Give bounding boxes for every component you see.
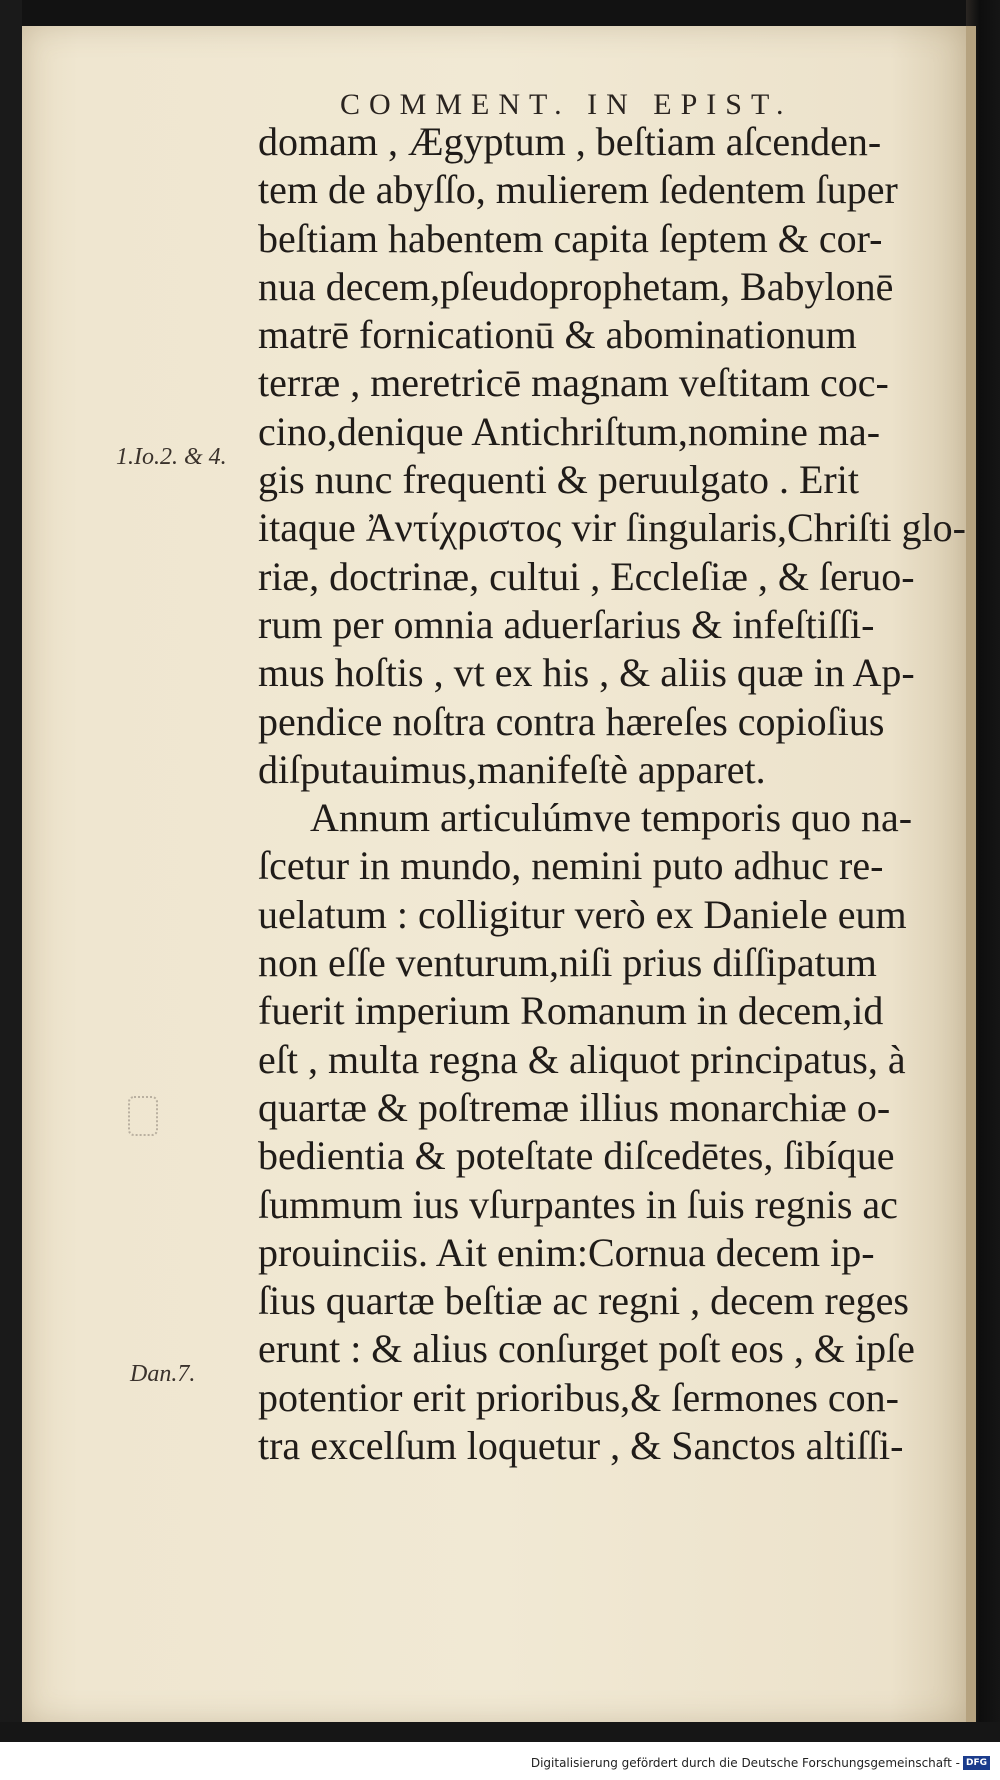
text-line: ſcetur in mundo, nemini puto adhuc re- bbox=[258, 843, 884, 889]
text-line: diſputauimus,manifeſtè apparet. bbox=[258, 746, 766, 792]
text-line: quartæ & poſtremæ illius monarchiæ o- bbox=[258, 1084, 891, 1130]
text-line: bedientia & poteſtate diſcedētes, ſibíque bbox=[258, 1133, 895, 1179]
ink-smudge-mark bbox=[128, 1096, 158, 1136]
body-text bbox=[258, 118, 966, 1470]
page-edge bbox=[966, 26, 976, 1722]
text-line: itaque Ἀντίχριστος vir ſingularis,Chriſti glo- bbox=[258, 505, 966, 551]
text-line: domam , Ægyptum , beſtiam aſcenden- bbox=[258, 119, 882, 164]
scan-border-left bbox=[0, 0, 22, 1742]
text-line: ſius quartæ beſtiæ ac regni , decem reges bbox=[258, 1278, 909, 1324]
text-line: gis nunc frequenti & peruulgato . Erit bbox=[258, 457, 859, 503]
text-line: cino,denique Antichriſtum,nomine ma- bbox=[258, 408, 881, 454]
text-line: matrē fornicationū & abominationum bbox=[258, 312, 857, 358]
margin-note-reference: Dan.7. bbox=[130, 1361, 196, 1387]
text-line: beſtiam habentem capita ſeptem & cor- bbox=[258, 215, 883, 261]
scan-border-top bbox=[0, 0, 1000, 26]
text-line: pendice noſtra contra hæreſes copioſius bbox=[258, 698, 885, 744]
text-line: riæ, doctrinæ, cultui , Eccleſiæ , & ſeruo- bbox=[258, 553, 915, 599]
text-line: erunt : & alius conſurget poſt eos , & ipſe bbox=[258, 1326, 915, 1372]
scan-border-bottom bbox=[0, 1722, 1000, 1742]
text-line: mus hoſtis , vt ex his , & aliis quæ in Ap- bbox=[258, 650, 915, 696]
margin-note-reference: 1.Io.2. & 4. bbox=[116, 444, 227, 470]
text-line: prouinciis. Ait enim:Cornua decem ip- bbox=[258, 1229, 875, 1275]
text-line: nua decem,pſeudoprophetam, Babylonē bbox=[258, 263, 894, 309]
text-line: rum per omnia aduerſarius & infeſtiſſi- bbox=[258, 601, 875, 647]
text-line: potentior erit prioribus,& ſermones con- bbox=[258, 1374, 899, 1420]
digitization-credit: Digitalisierung gefördert durch die Deutsche Forschungsgemeinschaft - bbox=[530, 1756, 960, 1770]
text-line: tem de abyſſo, mulierem ſedentem ſuper bbox=[258, 167, 898, 213]
paragraph-start-line: Annum articulúmve temporis quo na- bbox=[310, 795, 913, 841]
text-line: non eſſe venturum,niſi prius diſſipatum bbox=[258, 940, 877, 986]
text-line: eſt , multa regna & aliquot principatus, à bbox=[258, 1036, 906, 1082]
text-line: terræ , meretricē magnam veſtitam coc- bbox=[258, 360, 889, 406]
text-line: ſummum ius vſurpantes in ſuis regnis ac bbox=[258, 1181, 898, 1227]
text-line: fuerit imperium Romanum in decem,id bbox=[258, 988, 884, 1034]
text-line: tra excelſum loquetur , & Sanctos altiſſi- bbox=[258, 1423, 904, 1469]
running-head: COMMENT. IN EPIST. bbox=[340, 88, 793, 121]
text-line: uelatum : colligitur verò ex Daniele eum bbox=[258, 891, 907, 937]
dfg-logo: DFG bbox=[963, 1756, 990, 1770]
